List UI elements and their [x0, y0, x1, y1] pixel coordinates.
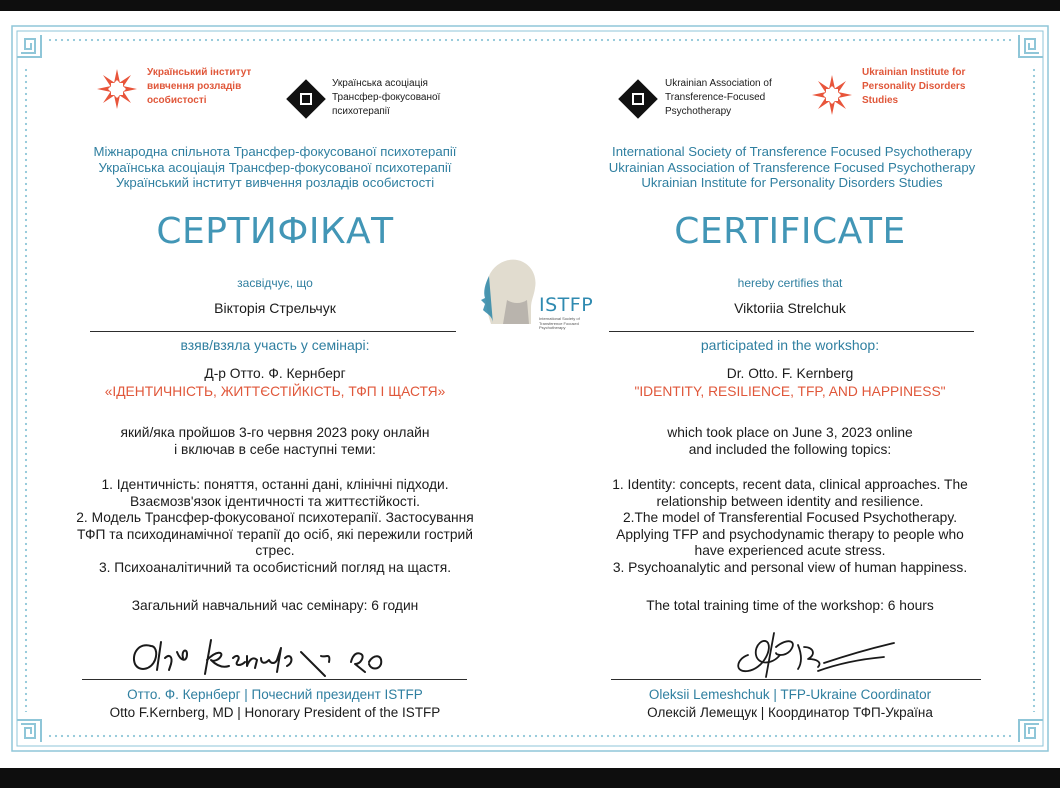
certifies-en: hereby certifies that: [737, 276, 843, 290]
uatfp-logo-icon: [286, 79, 326, 119]
org-line: Ukrainian Institute for Personality Disorders Studies: [641, 175, 943, 190]
signatory-left-line2: Otto F.Kernberg, MD | Honorary President of the ISTFP: [109, 705, 441, 720]
name-underline-right: [609, 331, 974, 332]
uipds-logo-icon: [95, 67, 139, 111]
signatory-right-line1: Oleksii Lemeshchuk | TFP-Ukraine Coordinator: [648, 687, 932, 702]
organizations-ua: [60, 144, 490, 191]
signature-line-right: [611, 679, 981, 680]
organizations-en: [572, 144, 1012, 191]
text-line: який/яка пройшов 3-го червня 2023 року онлайн: [120, 425, 430, 440]
istfp-mark: ISTFP: [539, 294, 594, 316]
took-place-en: [575, 425, 1005, 458]
org-line: Міжнародна спільнота Трансфер-фокусованої психотерапії: [93, 144, 457, 159]
participated-ua: взяв/взяла участь у семінарі:: [180, 337, 370, 353]
total-time-en: The total training time of the workshop: 6 hours: [646, 598, 934, 613]
took-place-ua: [60, 425, 490, 458]
speaker-en: Dr. Otto. F. Kernberg: [726, 366, 854, 381]
kernberg-signature: [125, 628, 405, 686]
topic-line: 2.The model of Transferential Focused Psychotherapy.: [622, 510, 958, 525]
head-profile-icon: [477, 254, 539, 330]
topic-line: стрес.: [255, 543, 295, 558]
org-line: Український інститут вивчення розладів особистості: [115, 175, 435, 190]
certificate-title-en: CERTIFICATE: [674, 211, 906, 252]
org-line: Українська асоціація Трансфер-фокусованої психотерапії: [98, 159, 452, 175]
seminar-title-en: "IDENTITY, RESILIENCE, TFP, AND HAPPINESS": [634, 384, 946, 399]
certificate-title-ua: СЕРТИФІКАТ: [156, 211, 394, 252]
total-time-ua: Загальний навчальний час семінару: 6 годин: [131, 598, 419, 613]
topic-line: relationship between identity and resilience.: [656, 493, 924, 509]
istfp-logo: [477, 254, 594, 338]
topic-line: have experienced acute stress.: [694, 543, 886, 558]
name-underline-left: [90, 331, 456, 332]
uatfp-en-logo-icon: [618, 79, 658, 119]
topic-line: 1. Ідентичність: поняття, останні дані, клінічні підходи.: [101, 477, 449, 492]
topics-en: [560, 477, 1020, 576]
topics-ua: [35, 477, 515, 576]
topic-line: 3. Психоаналітичний та особистісний погляд на щастя.: [98, 559, 452, 575]
uatfp-ua-logo-text: Українська асоціація Трансфер-фокусованої психотерапії: [332, 78, 441, 117]
signature-line-left: [82, 679, 467, 680]
topic-line: Applying TFP and psychodynamic therapy to people who: [616, 526, 964, 542]
topic-line: ТФП та психодинамічної терапії до осіб, які пережили гострий: [77, 526, 473, 542]
uipds-ua-logo-text: Український інститут вивчення розладів особистості: [147, 67, 252, 106]
uipds-en-logo-icon: [810, 73, 854, 117]
text-line: і включав в себе наступні теми:: [174, 441, 376, 457]
signatory-right-line2: Олексій Лемещук | Координатор ТФП-Україна: [647, 705, 933, 720]
recipient-name-en: Viktoriia Strelchuk: [734, 300, 846, 316]
speaker-ua: Д-р Отто. Ф. Кернберг: [204, 366, 346, 381]
participated-en: participated in the workshop:: [700, 337, 880, 353]
recipient-name-ua: Вікторія Стрельчук: [214, 300, 336, 316]
signatory-left-line1: Отто. Ф. Кернберг | Почесний президент ISTFP: [127, 687, 423, 702]
text-line: and included the following topics:: [688, 441, 892, 457]
org-line: International Society of Transference Focused Psychotherapy: [612, 144, 972, 159]
topic-line: Взаємозв'язок ідентичності та життєстійкості.: [129, 493, 420, 509]
uatfp-en-logo-text: Ukrainian Association of Transference-Focused Psychotherapy: [665, 78, 772, 117]
seminar-title-ua: «ІДЕНТИЧНІСТЬ, ЖИТТЄСТІЙКІСТЬ, ТФП І ЩАСТЯ»: [104, 384, 446, 399]
uipds-en-logo-text: Ukrainian Institute for Personality Disorders Studies: [862, 67, 966, 106]
org-line: Ukrainian Association of Transference Focused Psychotherapy: [608, 159, 976, 175]
certifies-ua: засвідчує, що: [237, 276, 313, 290]
lemeshchuk-signature: [728, 625, 898, 683]
topic-line: 2. Модель Трансфер-фокусованої психотерапії. Застосування: [76, 510, 474, 525]
text-line: which took place on June 3, 2023 online: [667, 425, 913, 440]
topic-line: 3. Psychoanalytic and personal view of human happiness.: [612, 559, 968, 575]
topic-line: 1. Identity: concepts, recent data, clinical approaches. The: [612, 477, 968, 492]
istfp-small-text: International Society of Transference Focused Psychotherapy: [539, 316, 580, 330]
certificate: [0, 11, 1060, 768]
